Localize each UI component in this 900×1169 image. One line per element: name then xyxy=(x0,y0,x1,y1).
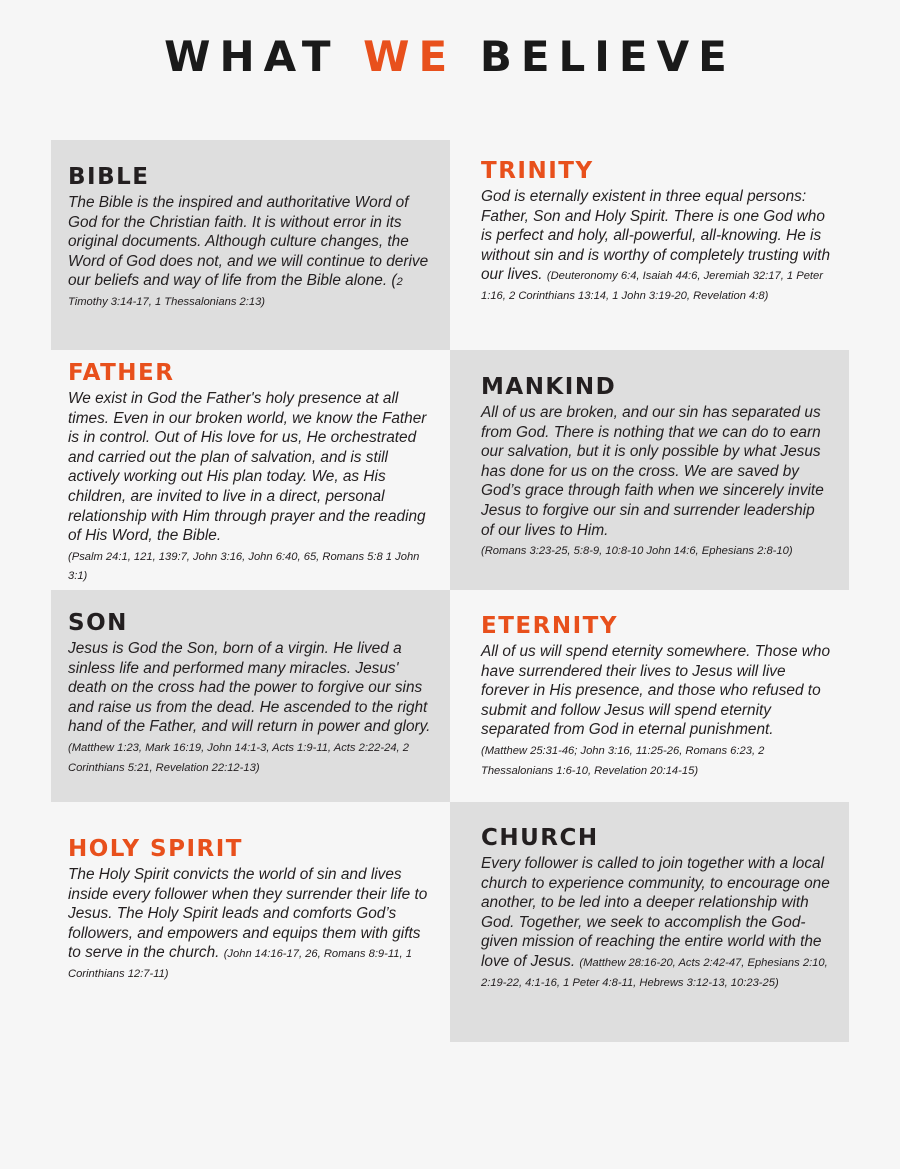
card-holy-spirit xyxy=(51,802,450,1042)
card-church xyxy=(450,802,849,1042)
card-eternity xyxy=(464,590,849,802)
card-son xyxy=(51,590,450,802)
scripture-refs: (Matthew 25:31-46; John 3:16, 11:25-26, Romans 6:23, 2 Thessalonians 1:6-10, Revelation 20:14-15) xyxy=(481,744,765,777)
title-part-2: BELIEVE xyxy=(456,32,736,81)
scripture-refs: (Matthew 28:16-20, Acts 2:42-47, Ephesians 2:10, 2:19-22, 4:1-16, 1 Peter 4:8-11, Hebrews 3:12-13, 10:23-25) xyxy=(481,956,828,989)
body-text: The Holy Spirit convicts the world of sin and lives inside every follower when they surrender their life to Jesus. The Holy Spirit leads and comforts God’s followers, and empowers and equips them with gifts to serve in the church. xyxy=(68,866,428,962)
scripture-refs: (Romans 3:23-25, 5:8-9, 10:8-10 John 14:6, Ephesians 2:8-10) xyxy=(481,545,793,558)
scripture-refs: (Psalm 24:1, 121, 139:7, John 3:16, John 6:40, 65, Romans 5:8 1 John 3:1) xyxy=(68,550,420,583)
page-title xyxy=(0,32,900,81)
body-text: The Bible is the inspired and authoritative Word of God for the Christian faith. It is without error in its original documents. Although culture changes, the Word of God does not, and we will continue to derive our beliefs and way of life from the Bible alone. ( xyxy=(68,194,429,290)
card-body xyxy=(481,642,831,779)
card-title: MANKIND xyxy=(481,374,617,400)
scripture-refs: (Deuteronomy 6:4, Isaiah 44:6, Jeremiah 32:17, 1 Peter 1:16, 2 Corinthians 13:14, 1 John 3:19-20, Revelation 4:8) xyxy=(481,270,823,302)
scripture-refs: 2 Timothy 3:14-17, 1 Thessalonians 2:13) xyxy=(68,276,403,308)
card-body xyxy=(68,389,432,585)
card-body xyxy=(68,639,432,776)
card-title: TRINITY xyxy=(481,158,594,184)
card-body xyxy=(68,865,432,983)
card-title: FATHER xyxy=(68,360,175,386)
body-text: Jesus is God the Son, born of a virgin. He lived a sinless life and performed many miracles. Jesus' death on the cross had the power to forgive our sins and raise us from the dead. He ascended to the right hand of the Father, and will return in power and glory. xyxy=(68,640,431,736)
card-body xyxy=(68,193,432,311)
card-body xyxy=(481,854,831,991)
card-title: HOLY SPIRIT xyxy=(68,836,243,862)
body-text: God is eternally existent in three equal persons: Father, Son and Holy Spirit. There is one God who is perfect and holy, all-powerful, all-knowing. He is without sin and is worthy of completely trusting with our lives. xyxy=(481,188,831,284)
card-body xyxy=(481,187,831,305)
body-text: Every follower is called to join together with a local church to experience community, to encourage one another, to be led into a deeper relationship with God. Together, we seek to accomplish the God-given mission of reaching the entire world with the love of Jesus. xyxy=(481,855,830,970)
card-mankind xyxy=(450,350,849,590)
card-bible xyxy=(51,140,450,350)
card-trinity xyxy=(464,140,849,350)
body-text: All of us will spend eternity somewhere. Those who have surrendered their lives to Jesus will live forever in His presence, and those who refused to submit and follow Jesus will spend eternity separated from God in eternal punishment. xyxy=(481,643,831,739)
card-body xyxy=(481,403,831,560)
body-text: We exist in God the Father's holy presence at all times. Even in our broken world, we know the Father is in control. Out of His love for us, He orchestrated and carried out the plan of salvation, and is still actively working out His plan today. We, as His children, are invited to live in a direct, personal relationship with Him through prayer and the reading of His Word, the Bible. xyxy=(68,390,427,545)
card-title: SON xyxy=(68,610,128,636)
card-title: CHURCH xyxy=(481,825,599,851)
scripture-refs: (John 14:16-17, 26, Romans 8:9-11, 1 Corinthians 12:7-11) xyxy=(68,948,412,980)
card-title: BIBLE xyxy=(68,164,150,190)
card-father xyxy=(51,350,450,590)
scripture-refs: (Matthew 1:23, Mark 16:19, John 14:1-3, Acts 1:9-11, Acts 2:22-24, 2 Corinthians 5:21, Revelation 22:12-13) xyxy=(68,741,409,774)
card-title: ETERNITY xyxy=(481,613,618,639)
title-accent: WE xyxy=(363,32,457,81)
body-text: All of us are broken, and our sin has separated us from God. There is nothing that we can do to earn our salvation, but it is only possible by what Jesus has done for us on the cross. We are saved by God’s grace through faith when we sincerely invite Jesus to forgive our sin and surrender leadership of our lives to Him. xyxy=(481,404,824,539)
title-part-1: WHAT xyxy=(164,32,364,81)
